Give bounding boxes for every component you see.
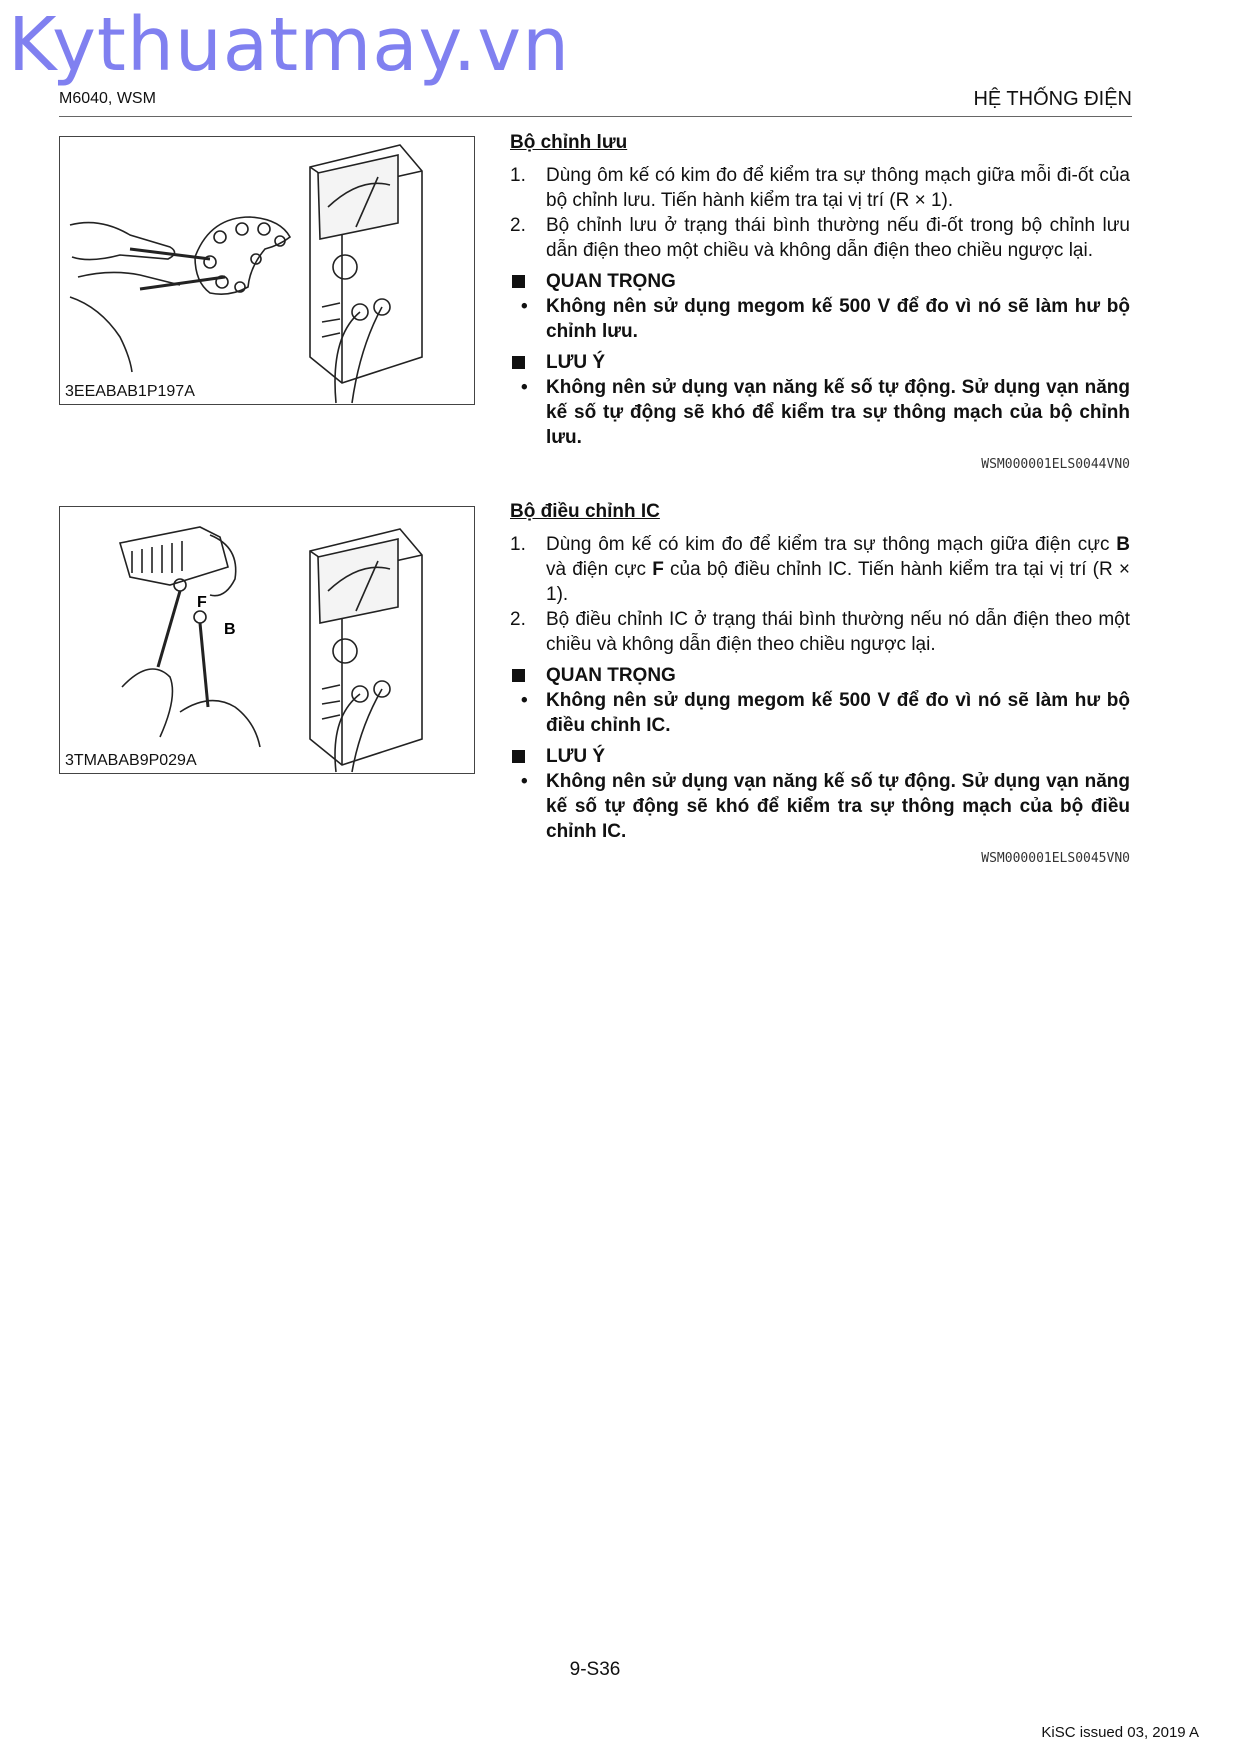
- document-code: WSM000001ELS0044VN0: [981, 457, 1130, 472]
- important-text: Không nên sử dụng megom kế 500 V để đo vì nó sẽ làm hư bộ chỉnh lưu.: [546, 296, 1130, 342]
- step-text: Dùng ôm kế có kim đo để kiểm tra sự thông mạch giữa điện cực: [546, 534, 1117, 555]
- header-rule: [59, 116, 1132, 117]
- square-bullet-icon: [512, 356, 525, 369]
- terminal-b-ref: B: [1116, 534, 1130, 555]
- figure-caption: 3EEABAB1P197A: [65, 383, 195, 400]
- note-text: Không nên sử dụng vạn năng kế số tự động. Sử dụng vạn năng kế số tự động sẽ khó để kiểm tra sự thông mạch của bộ chỉnh lưu.: [546, 377, 1130, 448]
- bullet-icon: •: [521, 771, 528, 792]
- note-bullet: [510, 769, 1130, 844]
- bullet-icon: •: [521, 690, 528, 711]
- note-label: LƯU Ý: [546, 746, 606, 767]
- bullet-icon: •: [521, 377, 528, 398]
- square-bullet-icon: [512, 750, 525, 763]
- note-text: Không nên sử dụng vạn năng kế số tự động. Sử dụng vạn năng kế số tự động sẽ khó để kiểm tra sự thông mạch của bộ điều chỉnh IC.: [546, 771, 1130, 842]
- figure-ic-regulator: [59, 506, 475, 774]
- page-number: 9-S36: [569, 1659, 621, 1680]
- terminal-b-label: B: [224, 621, 236, 638]
- step-number: 2.: [510, 609, 526, 630]
- section-title: Bộ chỉnh lưu: [510, 132, 628, 153]
- important-label: QUAN TRỌNG: [546, 271, 676, 292]
- step-text: Dùng ôm kế có kim đo để kiểm tra sự thông mạch giữa mỗi đi-ốt của bộ chỉnh lưu. Tiến hành kiểm tra tại vị trí (R × 1).: [546, 165, 1130, 211]
- terminal-f-ref: F: [652, 559, 664, 580]
- important-bullet: [510, 294, 1130, 344]
- important-label: QUAN TRỌNG: [546, 665, 676, 686]
- document-code: WSM000001ELS0045VN0: [981, 851, 1130, 866]
- square-bullet-icon: [512, 669, 525, 682]
- square-bullet-icon: [512, 275, 525, 288]
- note-heading: [510, 350, 1130, 375]
- step-number: 1.: [510, 534, 526, 555]
- step-text: Bộ điều chỉnh IC ở trạng thái bình thường nếu nó dẫn điện theo một chiều và không dẫn điện theo chiều ngược lại.: [546, 609, 1130, 655]
- ic-regulator-test-illustration: [60, 507, 474, 773]
- step-text: Bộ chỉnh lưu ở trạng thái bình thường nếu đi-ốt trong bộ chỉnh lưu dẫn điện theo một chiều và không dẫn điện theo chiều ngược lại.: [546, 215, 1130, 261]
- step-text: và điện cực: [546, 559, 653, 580]
- note-heading: [510, 744, 1130, 769]
- figure-caption: 3TMABAB9P029A: [65, 752, 197, 769]
- step-number: 1.: [510, 165, 526, 186]
- rectifier-test-illustration: [60, 137, 474, 404]
- note-label: LƯU Ý: [546, 352, 606, 373]
- important-heading: [510, 663, 1130, 688]
- important-text: Không nên sử dụng megom kế 500 V để đo vì nó sẽ làm hư bộ điều chỉnh IC.: [546, 690, 1130, 736]
- step-item: [510, 532, 1130, 607]
- step-item: [510, 163, 1130, 213]
- section-title: Bộ điều chỉnh IC: [510, 501, 660, 522]
- bullet-icon: •: [521, 296, 528, 317]
- section-ic-regulator: [510, 499, 1130, 871]
- step-text: của bộ điều chỉnh IC. Tiến hành kiểm tra tại vị trí (R × 1).: [546, 559, 1130, 605]
- terminal-f-label: F: [197, 594, 207, 611]
- watermark-logo: Kythuatmay.vn: [8, 2, 571, 88]
- important-bullet: [510, 688, 1130, 738]
- step-item: [510, 213, 1130, 263]
- header-chapter-title: HỆ THỐNG ĐIỆN: [973, 88, 1132, 110]
- step-item: [510, 607, 1130, 657]
- figure-rectifier: [59, 136, 475, 405]
- important-heading: [510, 269, 1130, 294]
- footer-issue: KiSC issued 03, 2019 A: [1041, 1724, 1199, 1741]
- section-rectifier: [510, 130, 1130, 477]
- header-model: M6040, WSM: [59, 90, 156, 107]
- step-number: 2.: [510, 215, 526, 236]
- note-bullet: [510, 375, 1130, 450]
